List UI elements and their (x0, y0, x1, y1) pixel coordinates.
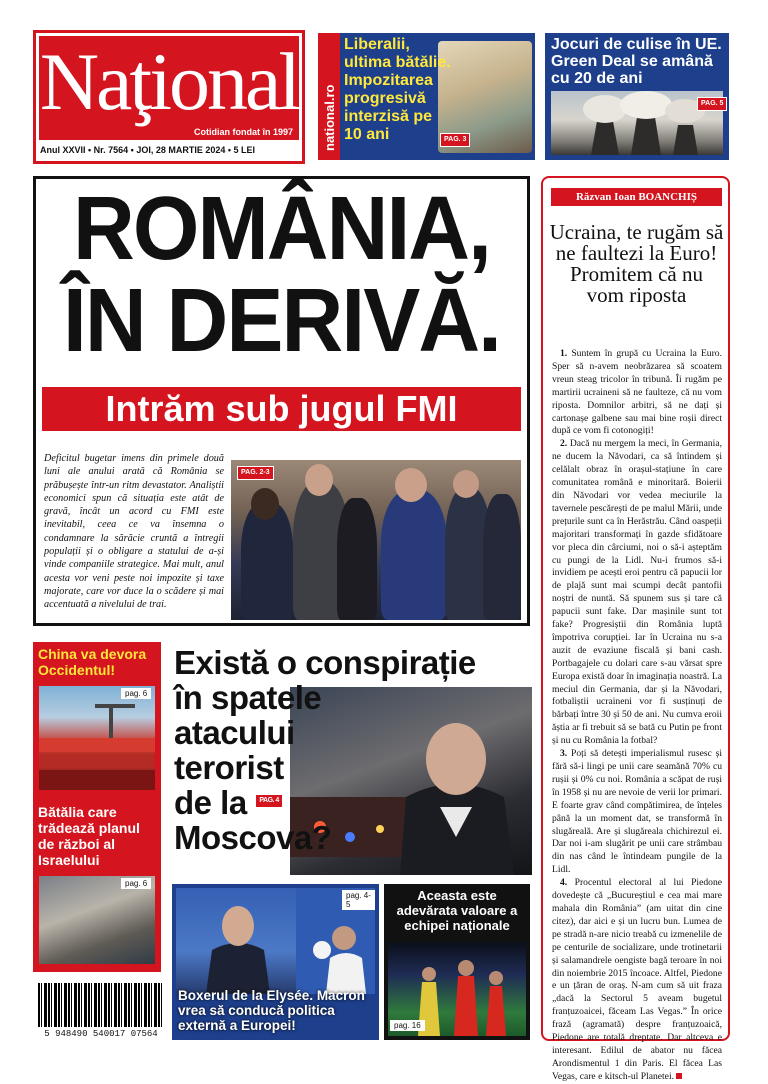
headline-line: ROMÂNIA, (72, 179, 491, 279)
sidebar-stories (33, 642, 161, 972)
barcode (36, 983, 166, 1041)
title-line: terorist (174, 749, 284, 786)
conspiracy-title[interactable] (174, 645, 532, 855)
page-ref: PAG. 4 (255, 794, 282, 808)
main-body: Deficitul bugetar imens din primele două luni ale anului arată că România se prăbușește într-un ritm devastator. Analiștii economici spun că situația este atât de gravă, încât un acord cu FMI este inevitabil, ceea ce va însemna o condamnare la sărăcie cruntă a întregii populații și o obligare a statului de a-și vinde companiile strategice. Mai mult, anul acesta vor veni peste noi impozite și taxe majorate, care vor duce la o scădere și mai accentuată a nivelului de trai. (44, 453, 224, 611)
barcode-number: 5 948490 540017 07564 (44, 1029, 158, 1039)
battle-photo (39, 876, 155, 964)
title-line: de la PAG. 4 (174, 785, 532, 820)
logo[interactable] (39, 36, 299, 140)
end-mark-icon (676, 1073, 682, 1079)
masthead (33, 30, 305, 164)
editorial-title[interactable]: Ucraina, te rugăm să ne faultezi la Euro! Promitem că nu vom riposta (549, 220, 724, 307)
team-story[interactable] (384, 884, 530, 1040)
paragraph: 2. Dacă nu mergem la meci, în Germania, ne ducem la Năvodari, ca să întindem și celălalt obraz în orașul-stațiune în care comunitatea română e minoritară. Boierii din Năvodari vor vedea meciurile la tavernele pescărești de pe malul Mării, unde prețurile sunt ca în Herăstrău. Când oaspeții majoritari transformați în gazde sfidătoare vor pleca din cârciumi, noi o să-i așteptăm cu pungi de la Lidl. Nu-i frumos să-i invidiem pe acești eroi pentru că papucii lor de plajă sunt mai scumpi decât pantofii noștri de nuntă. Să spunem sus și tare că papucii sunt fake. Dar mașinile sunt tot fake? Progresiștii din România luptă împotriva corupției. Iar în Ucraina nu s-a auzit de evaziune fiscală și bani cash. Portbagajele cu dolari care s-au vărsat spre Europa există doar în imaginația noastră. La meciul din Germania, dar și la Năvodari, fotbaliștii ucraineni vor fi susținuți de bărbați între 30 și 50 de ani. Nu cumva eroii ăștia ar fi trebuit să se bată cu Putin pe front și nu cu România la fotbal? (552, 438, 722, 747)
page-ref: pag. 6 (121, 878, 151, 889)
promo-green-deal[interactable] (545, 33, 729, 160)
containers-photo (39, 686, 155, 790)
main-story (33, 176, 530, 626)
page-ref: pag. 4-5 (342, 890, 375, 910)
page-ref: pag. 16 (390, 1020, 425, 1031)
containers-icon (39, 686, 155, 790)
editorial-body (552, 348, 722, 1084)
main-headline[interactable] (48, 179, 514, 371)
paragraph: 1. Suntem în grupă cu Ucraina la Euro. Sper să n-avem neobrăzarea să scoatem vreun steag tricolor în tribună. Îi rugăm pe martirii ucraineni să ne faulteze, că nu vom riposta. Domnilor arbitri, să ne dați și cartonașe galbene sau mai bine roșii direct după ce vom fi cotonogiți! (552, 348, 722, 437)
title-line: Moscova? (174, 819, 332, 856)
israel-story-title[interactable]: Bătălia care trădează planul de război al Israelului (38, 804, 140, 868)
page-ref: PAG. 3 (440, 133, 470, 147)
macron-photo (176, 888, 375, 994)
subheadline[interactable]: Intrăm sub jugul FMI (42, 387, 521, 431)
barcode-bars (38, 983, 164, 1027)
paragraph: 4. Procentul electoral al lui Piedone dovedește că „Bucureștiul e cea mai mare mahala din România” (am uitat din cine citez), dar aici e și un lucru bun. Lumea de pe stradă n-are nicio treabă cu izmenelile de pe centurile de socializare, unde trotinetarii și salamandrele oengiste bagă teroare în noi din noiembrie 2015 încoace. Altfel, Piedone e un țăran de oraș. N-am cum să uit fraza „dacă la Sectorul 5 aveam bugetul franțuzoaicei, făceam Las Vegas.” În orice frază (agramată) despre franțuzoaică, Piedone are totală dreptate. Dar altceva e interesant. Edilul de abator nu făcea Arondismentul 1 din Paris. El făcea Las Vegas, care e kitsch-ul Planetei. (552, 877, 723, 1082)
macron-title: Boxerul de la Elysée. Macron vrea să conducă politica externă a Europei! (178, 988, 365, 1033)
conspiracy-story (172, 645, 532, 875)
page-ref: PAG. 2-3 (237, 466, 274, 480)
politicians-photo (231, 460, 521, 620)
team-title: Aceasta este adevărata valoare a echipei naționale (396, 888, 518, 933)
headline-line: ÎN DERIVĂ. (62, 271, 501, 371)
title-line: Există o conspirație (174, 644, 476, 681)
paragraph: 3. Poți să detești imperialismul rusesc și fără să-i lingi pe unii care seamănă 70% cu rușii și 0% cu noi. România a scăpat de ruși în 1958 și nu are nevoie de verii lor primari. E foarte grav când compătimirea, de înțeles până la un moment dat, se transformă în slugăreală. Are și slugăreala chichirezul ei. Dar noi i-am slugărit pe unii care strâmbau din nas când le întindeam pungile de la Lidl. (552, 748, 723, 876)
issue-info: Anul XXVII • Nr. 7564 • JOI, 28 MARTIE 2024 • 5 LEI (40, 145, 256, 155)
title-line: în spatele (174, 679, 322, 716)
author-name: Răzvan Ioan BOANCHIȘ (551, 188, 722, 206)
editorial-column (541, 176, 730, 1082)
title-line: atacului (174, 714, 295, 751)
china-story-title[interactable]: China va devora Occidentul! (38, 646, 147, 678)
macron-story[interactable] (172, 884, 379, 1040)
site-tab (318, 33, 340, 160)
tagline: Cotidian fondat în 1997 (193, 127, 293, 137)
site-label: national.ro (322, 84, 337, 151)
page-ref: pag. 6 (121, 688, 151, 699)
football-photo (388, 942, 526, 1036)
promo-liberals-title: Liberalii, ultima bătălie. Impozitarea progresivă interzisă pe 10 ani (344, 36, 451, 143)
promo-green-deal-title: Jocuri de culise în UE. Green Deal se amână cu 20 de ani (551, 36, 722, 87)
page-ref: PAG. 5 (697, 97, 727, 111)
logo-text: Naţional (39, 36, 299, 127)
promo-liberals[interactable] (318, 33, 535, 160)
